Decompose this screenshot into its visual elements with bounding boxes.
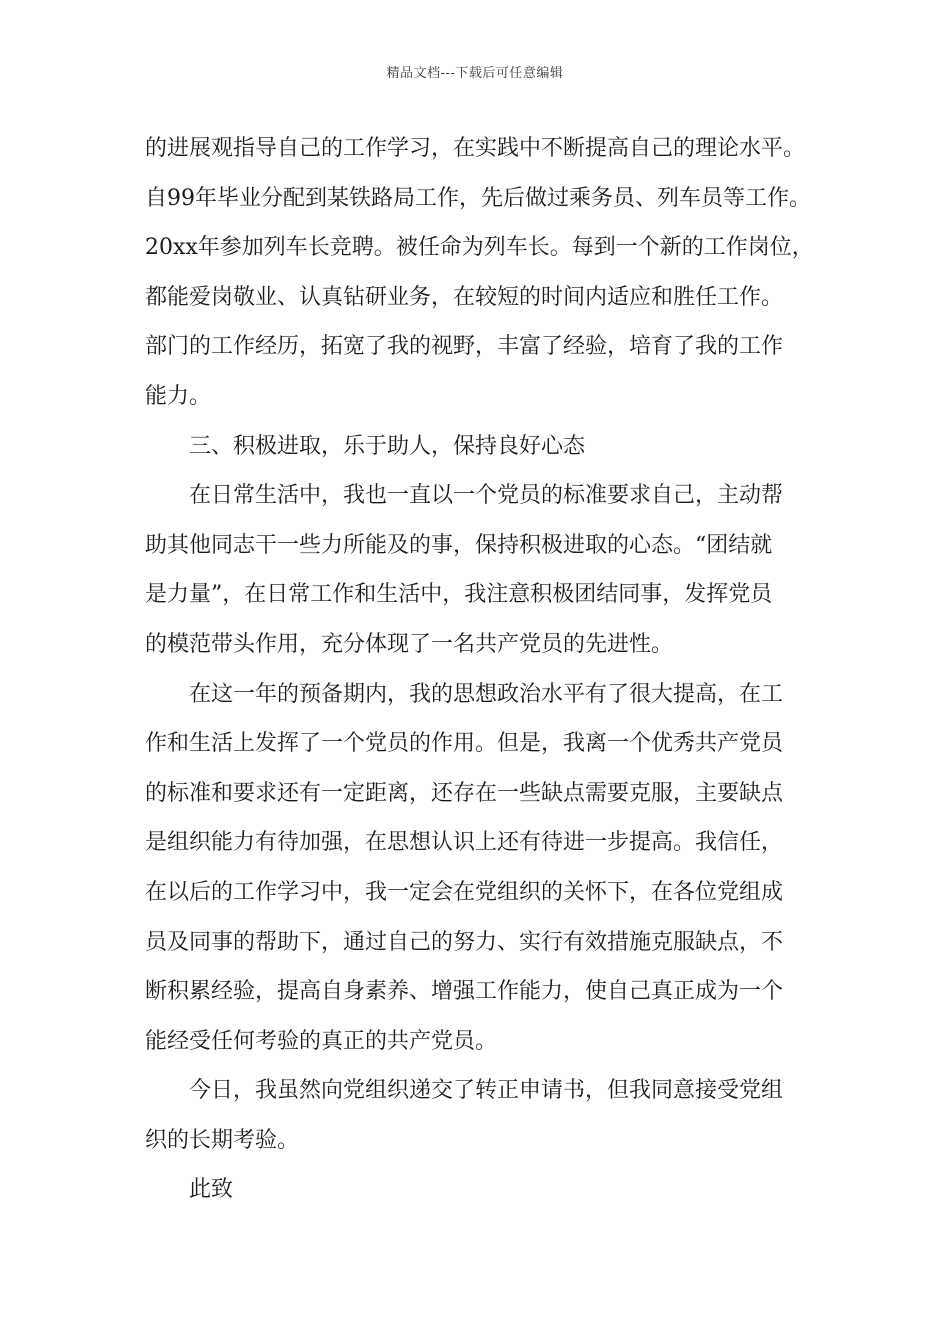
paragraph [145,1066,815,1165]
paragraph [145,670,815,1067]
paragraph-line: 能经受任何考验的真正的共产党员。 [145,1028,498,1054]
paragraph-line: 的进展观指导自己的工作学习，在实践中不断提高自己的理论水平。 [145,136,806,161]
paragraph-line: 在以后的工作学习中，我一定会在党组织的关怀下，在各位党组成 [145,879,784,905]
closing-line: 此致 [189,1177,234,1203]
section-heading [145,422,815,472]
paragraph-line: 助其他同志干一些力所能及的事，保持积极进取的心态。“团结就 [145,532,773,558]
paragraph-line: 自99年毕业分配到某铁路局工作，先后做过乘务员、列车员等工作。 [145,185,811,211]
paragraph [145,471,815,669]
paragraph-line: 部门的工作经历，拓宽了我的视野，丰富了经验，培育了我的工作 [145,334,784,360]
paragraph-line: 的模范带头作用，充分体现了一名共产党员的先进性。 [145,631,674,657]
paragraph-line: 是力量”，在日常工作和生活中，我注意积极团结同事，发挥党员 [145,582,773,608]
paragraph-line: 的标准和要求还有一定距离，还存在一些缺点需要克服，主要缺点 [145,780,784,806]
paragraph-line: 在日常生活中，我也一直以一个党员的标准要求自己，主动帮 [189,483,784,509]
closing-salutation [145,1165,815,1215]
paragraph-line: 今日，我虽然向党组织递交了转正申请书，但我同意接受党组 [189,1078,784,1104]
paragraph-line: 是组织能力有待加强，在思想认识上还有待进一步提高。我信任， [145,830,784,856]
document-body [145,124,815,1215]
paragraph-continuation [145,124,815,422]
paragraph-line: 20xx年参加列车长竞聘。被任命为列车长。每到一个新的工作岗位， [145,235,814,261]
paragraph-line: 作和生活上发挥了一个党员的作用。但是，我离一个优秀共产党员 [145,731,784,757]
paragraph-line: 员及同事的帮助下，通过自己的努力、实行有效措施克服缺点，不 [145,929,784,955]
page-header: 精品文档---下载后可任意编辑 [386,66,564,81]
paragraph-line: 织的长期考验。 [145,1127,300,1153]
paragraph-line: 都能爱岗敬业、认真钻研业务，在较短的时间内适应和胜任工作。 [145,284,784,310]
paragraph-line: 断积累经验，提高自身素养、增强工作能力，使自己真正成为一个 [145,979,784,1005]
section-heading-line: 三、积极进取，乐于助人，保持良好心态 [189,433,586,459]
paragraph-line: 在这一年的预备期内，我的思想政治水平有了很大提高，在工 [189,681,784,707]
paragraph-line: 能力。 [145,383,212,409]
